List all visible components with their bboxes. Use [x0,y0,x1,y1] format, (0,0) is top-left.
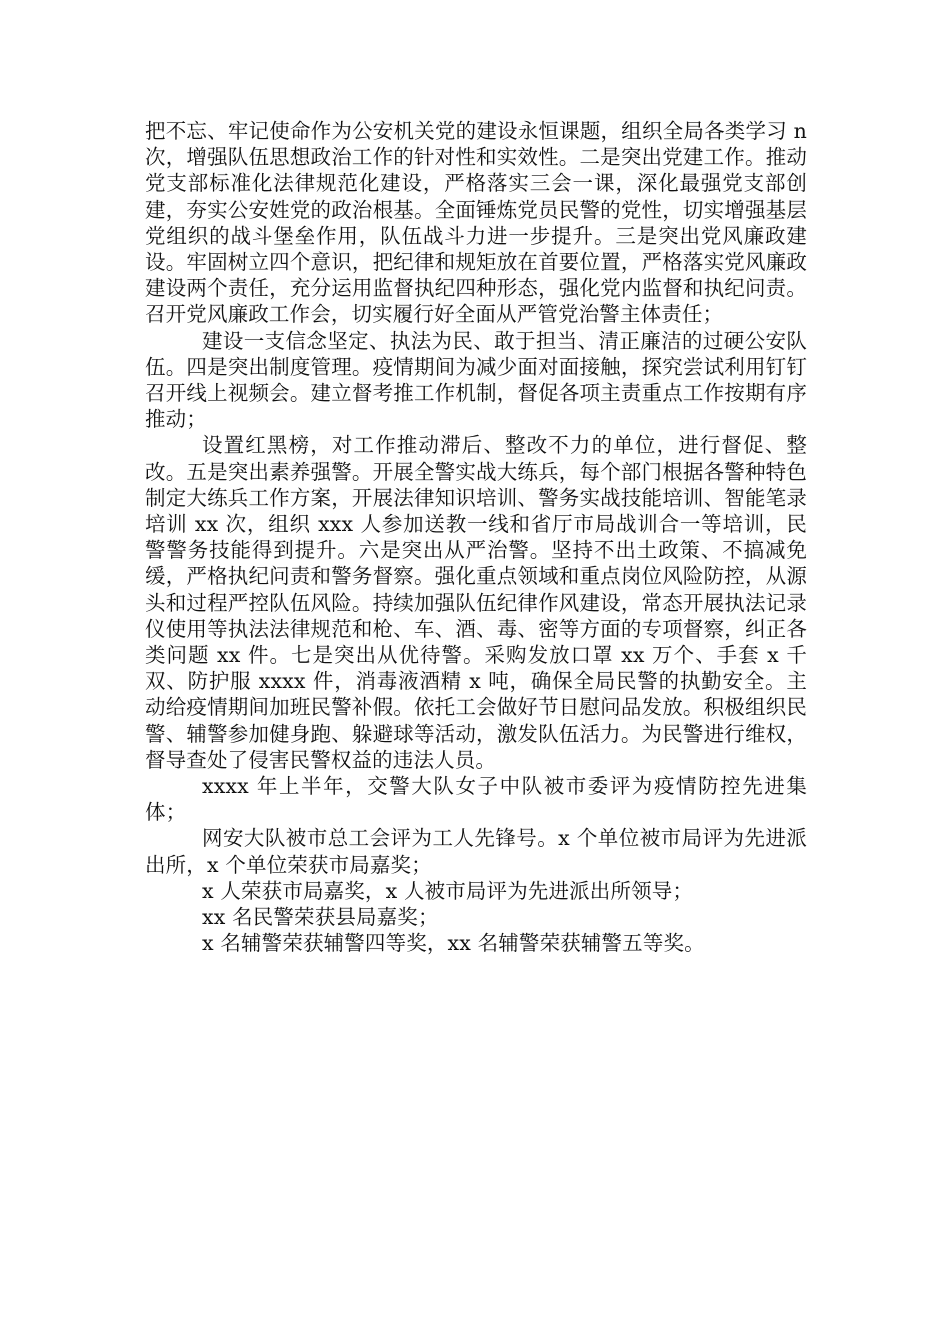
paragraph-6: x 人荣获市局嘉奖，x 人被市局评为先进派出所领导； [202,878,694,903]
paragraph-7: xx 名民警荣获县局嘉奖； [202,905,439,930]
paragraph-5: 网安大队被市总工会评为工人先锋号。x 个单位被市局评为先进派出所，x 个单位荣获市局嘉奖； [145,826,807,877]
paragraph-2: 建设一支信念坚定、执法为民、敢于担当、清正廉洁的过硬公安队伍。四是突出制度管理。疫情期间为减少面对面接触，探究尝试利用钉钉召开线上视频会。建立督考推工作机制，督促各项主责重点工作按期有序推动； [145,328,807,432]
document-body [145,118,807,957]
paragraph-3: 设置红黑榜，对工作推动滞后、整改不力的单位，进行督促、整改。五是突出素养强警。开展全警实战大练兵，每个部门根据各警种特色制定大练兵工作方案，开展法律知识培训、警务实战技能培训、智能笔录培训 xx 次，组织 xxx 人参加送教一线和省厅市局战训合一等培训，民警警务技能得到提升。六是突出从严治警。坚持不出土政策、不搞减免缓，严格执纪问责和警务督察。强化重点领域和重点岗位风险防控，从源头和过程严控队伍风险。持续加强队伍纪律作风建设，常态开展执法记录仪使用等执法法律规范和枪、车、酒、毒、密等方面的专项督察，纠正各类问题 xx 件。七是突出从优待警。采购发放口罩 xx 万个、手套 x 千双、防护服 xxxx 件，消毒液酒精 x 吨，确保全局民警的执勤安全。主动给疫情期间加班民警补假。依托工会做好节日慰问品发放。积极组织民警、辅警参加健身跑、躲避球等活动，激发队伍活力。为民警进行维权，督导查处了侵害民警权益的违法人员。 [145,433,807,772]
paragraph-8: x 名辅警荣获辅警四等奖，xx 名辅警荣获辅警五等奖。 [202,931,705,956]
paragraph-4: xxxx 年上半年，交警大队女子中队被市委评为疫情防控先进集体； [145,774,807,825]
paragraph-1: 把不忘、牢记使命作为公安机关党的建设永恒课题，组织全局各类学习 n 次，增强队伍思想政治工作的针对性和实效性。二是突出党建工作。推动党支部标准化法律规范化建设，严格落实三会一课，深化最强党支部创建，夯实公安姓党的政治根基。全面锤炼党员民警的党性，切实增强基层党组织的战斗堡垒作用，队伍战斗力进一步提升。三是突出党风廉政建设。牢固树立四个意识，把纪律和规矩放在首要位置，严格落实党风廉政建设两个责任，充分运用监督执纪四种形态，强化党内监督和执纪问责。召开党风廉政工作会，切实履行好全面从严管党治警主体责任； [145,119,807,327]
